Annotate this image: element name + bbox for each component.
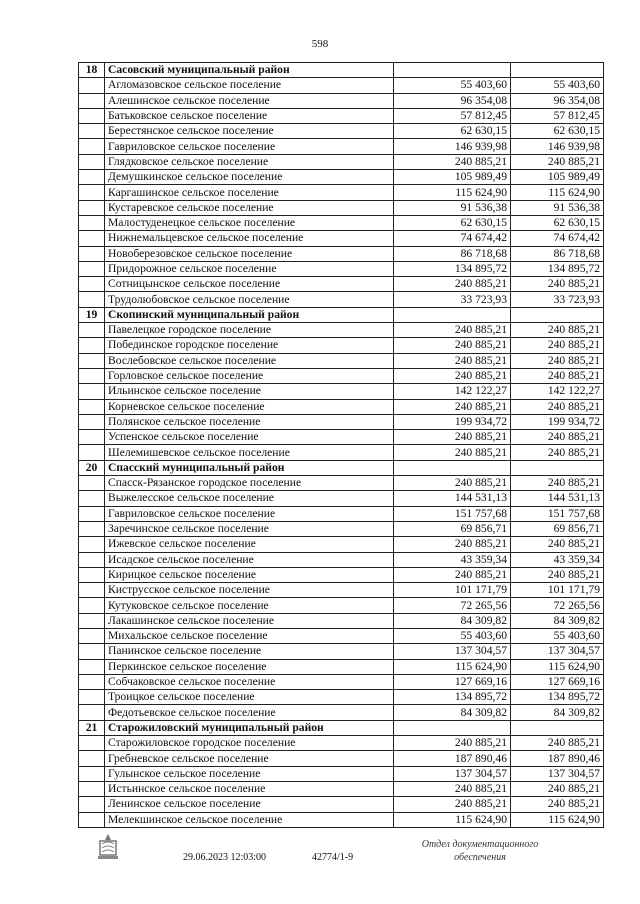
table-row [79,384,604,399]
table-row [79,644,604,659]
amount-cell-2: 137 304,57 [511,766,604,781]
amount-cell-2: 240 885,21 [511,476,604,491]
row-number-cell [79,231,105,246]
row-number-cell [79,598,105,613]
amount-cell: 101 171,79 [394,583,511,598]
settlement-name: Корневское сельское поселение [105,399,394,414]
settlement-name: Троицкое сельское поселение [105,690,394,705]
amount-cell-2: 240 885,21 [511,567,604,582]
amount-cell: 240 885,21 [394,338,511,353]
district-header-row [79,63,604,78]
table-row [79,705,604,720]
table-row [79,766,604,781]
amount-cell-2: 199 934,72 [511,414,604,429]
amount-cell: 240 885,21 [394,476,511,491]
row-number-cell [79,476,105,491]
table-row [79,598,604,613]
settlement-name: Трудолюбовское сельское поселение [105,292,394,307]
empty-cell [394,63,511,78]
amount-cell-2: 62 630,15 [511,124,604,139]
amount-cell: 115 624,90 [394,659,511,674]
settlement-name: Успенское сельское поселение [105,430,394,445]
row-number-cell [79,78,105,93]
row-number-cell [79,368,105,383]
amount-cell: 69 856,71 [394,521,511,536]
amount-cell-2: 74 674,42 [511,231,604,246]
table-row [79,414,604,429]
amount-cell: 91 536,38 [394,200,511,215]
amount-cell-2: 146 939,98 [511,139,604,154]
table-row [79,491,604,506]
amount-cell-2: 240 885,21 [511,797,604,812]
row-number-cell [79,705,105,720]
settlement-name: Старожиловское городское поселение [105,736,394,751]
row-number-cell [79,430,105,445]
settlement-name: Киструсское сельское поселение [105,583,394,598]
amount-cell-2: 105 989,49 [511,170,604,185]
row-number-cell [79,751,105,766]
settlement-name: Собчаковское сельское поселение [105,674,394,689]
settlement-name: Лакашинское сельское поселение [105,613,394,628]
amount-cell-2: 240 885,21 [511,399,604,414]
table-row [79,751,604,766]
table-row [79,124,604,139]
amount-cell-2: 69 856,71 [511,521,604,536]
row-number-cell [79,644,105,659]
district-header-row [79,460,604,475]
amount-cell-2: 55 403,60 [511,628,604,643]
emblem-icon [93,832,123,862]
table-row [79,323,604,338]
row-number-cell [79,185,105,200]
row-number-cell [79,384,105,399]
district-number: 20 [79,460,105,475]
row-number-cell [79,491,105,506]
settlement-name: Глядковское сельское поселение [105,154,394,169]
row-number-cell [79,170,105,185]
table-row [79,583,604,598]
table-row [79,674,604,689]
row-number-cell [79,613,105,628]
page-number: 598 [311,38,329,50]
table-row [79,628,604,643]
settlement-name: Берестянское сельское поселение [105,124,394,139]
row-number-cell [79,628,105,643]
table-row [79,154,604,169]
settlement-name: Гребневское сельское поселение [105,751,394,766]
row-number-cell [79,353,105,368]
amount-cell-2: 240 885,21 [511,781,604,796]
settlement-name: Кутуковское сельское поселение [105,598,394,613]
row-number-cell [79,124,105,139]
empty-cell [511,460,604,475]
amount-cell-2: 151 757,68 [511,506,604,521]
settlement-name: Придорожное сельское поселение [105,261,394,276]
table-row [79,78,604,93]
table-row [79,552,604,567]
settlement-name: Сотницынское сельское поселение [105,277,394,292]
amount-cell: 240 885,21 [394,368,511,383]
row-number-cell [79,93,105,108]
row-number-cell [79,200,105,215]
amount-cell: 137 304,57 [394,644,511,659]
settlement-name: Малостуденецкое сельское поселение [105,215,394,230]
settlement-name: Батьковское сельское поселение [105,108,394,123]
amount-cell-2: 62 630,15 [511,215,604,230]
amount-cell: 62 630,15 [394,124,511,139]
district-number: 21 [79,720,105,735]
amount-cell: 187 890,46 [394,751,511,766]
amount-cell-2: 43 359,34 [511,552,604,567]
row-number-cell [79,797,105,812]
row-number-cell [79,736,105,751]
amount-cell-2: 142 122,27 [511,384,604,399]
amount-cell: 144 531,13 [394,491,511,506]
table-row [79,399,604,414]
table-row [79,170,604,185]
amount-cell: 84 309,82 [394,613,511,628]
table-row [79,246,604,261]
amount-cell: 127 669,16 [394,674,511,689]
amount-cell: 240 885,21 [394,323,511,338]
empty-cell [394,307,511,322]
settlement-name: Михальское сельское поселение [105,628,394,643]
amount-cell: 57 812,45 [394,108,511,123]
table-row [79,537,604,552]
department-stamp [405,838,555,864]
amount-cell-2: 137 304,57 [511,644,604,659]
amount-cell: 240 885,21 [394,736,511,751]
settlement-name: Перкинское сельское поселение [105,659,394,674]
row-number-cell [79,812,105,827]
amount-cell: 142 122,27 [394,384,511,399]
amount-cell-2: 144 531,13 [511,491,604,506]
amount-cell: 137 304,57 [394,766,511,781]
table-row [79,797,604,812]
row-number-cell [79,781,105,796]
settlement-name: Полянское сельское поселение [105,414,394,429]
row-number-cell [79,521,105,536]
amount-cell-2: 72 265,56 [511,598,604,613]
settlement-name: Побединское городское поселение [105,338,394,353]
settlement-name: Спасск-Рязанское городское поселение [105,476,394,491]
amount-cell-2: 240 885,21 [511,353,604,368]
amount-cell-2: 115 624,90 [511,812,604,827]
row-number-cell [79,766,105,781]
table-row [79,108,604,123]
amount-cell-2: 240 885,21 [511,430,604,445]
amount-cell-2: 86 718,68 [511,246,604,261]
empty-cell [511,63,604,78]
amount-cell-2: 101 171,79 [511,583,604,598]
amount-cell: 240 885,21 [394,430,511,445]
amount-cell-2: 187 890,46 [511,751,604,766]
department-line-1: Отдел документационного [421,839,539,850]
amount-cell: 240 885,21 [394,399,511,414]
department-line-2: обеспечения [454,852,506,863]
amount-cell: 115 624,90 [394,185,511,200]
amount-cell: 33 723,93 [394,292,511,307]
settlement-name: Каргашинское сельское поселение [105,185,394,200]
row-number-cell [79,323,105,338]
settlement-name: Выжелесское сельское поселение [105,491,394,506]
table-row [79,353,604,368]
row-number-cell [79,414,105,429]
amount-cell: 240 885,21 [394,537,511,552]
amount-cell-2: 240 885,21 [511,277,604,292]
amount-cell: 72 265,56 [394,598,511,613]
row-number-cell [79,108,105,123]
amount-cell: 151 757,68 [394,506,511,521]
settlement-name: Нижнемальцевское сельское поселение [105,231,394,246]
row-number-cell [79,583,105,598]
amount-cell: 146 939,98 [394,139,511,154]
row-number-cell [79,215,105,230]
amount-cell: 134 895,72 [394,261,511,276]
amount-cell-2: 84 309,82 [511,705,604,720]
row-number-cell [79,552,105,567]
empty-cell [394,720,511,735]
table-row [79,93,604,108]
district-number: 19 [79,307,105,322]
row-number-cell [79,506,105,521]
amount-cell: 115 624,90 [394,812,511,827]
amount-cell-2: 134 895,72 [511,690,604,705]
district-name: Сасовский муниципальный район [105,63,394,78]
district-header-row [79,720,604,735]
amount-cell: 240 885,21 [394,567,511,582]
amount-cell: 240 885,21 [394,797,511,812]
amount-cell-2: 240 885,21 [511,338,604,353]
table-row [79,659,604,674]
settlements-table [78,62,604,828]
row-number-cell [79,246,105,261]
row-number-cell [79,399,105,414]
footer-doc-number: 42774/1-9 [312,852,354,863]
amount-cell-2: 240 885,21 [511,537,604,552]
table-row [79,185,604,200]
amount-cell-2: 240 885,21 [511,368,604,383]
settlement-name: Ижевское сельское поселение [105,537,394,552]
amount-cell-2: 115 624,90 [511,185,604,200]
amount-cell: 199 934,72 [394,414,511,429]
amount-cell: 96 354,08 [394,93,511,108]
table-row [79,736,604,751]
amount-cell-2: 55 403,60 [511,78,604,93]
amount-cell-2: 240 885,21 [511,736,604,751]
amount-cell: 74 674,42 [394,231,511,246]
settlement-name: Вослебовское сельское поселение [105,353,394,368]
amount-cell: 55 403,60 [394,78,511,93]
amount-cell: 240 885,21 [394,353,511,368]
amount-cell-2: 240 885,21 [511,445,604,460]
amount-cell: 240 885,21 [394,445,511,460]
table-row [79,567,604,582]
row-number-cell [79,292,105,307]
row-number-cell [79,338,105,353]
row-number-cell [79,674,105,689]
row-number-cell [79,154,105,169]
settlement-name: Павелецкое городское поселение [105,323,394,338]
settlement-name: Ильинское сельское поселение [105,384,394,399]
amount-cell: 84 309,82 [394,705,511,720]
amount-cell-2: 134 895,72 [511,261,604,276]
settlement-name: Гавриловское сельское поселение [105,139,394,154]
settlement-name: Истьинское сельское поселение [105,781,394,796]
district-number: 18 [79,63,105,78]
amount-cell: 134 895,72 [394,690,511,705]
settlement-name: Кирицкое сельское поселение [105,567,394,582]
row-number-cell [79,261,105,276]
settlement-name: Кустаревское сельское поселение [105,200,394,215]
amount-cell: 62 630,15 [394,215,511,230]
table-row [79,506,604,521]
amount-cell: 86 718,68 [394,246,511,261]
table-row [79,521,604,536]
table-row [79,338,604,353]
district-header-row [79,307,604,322]
table-row [79,292,604,307]
table-row [79,215,604,230]
amount-cell-2: 240 885,21 [511,323,604,338]
settlement-name: Исадское сельское поселение [105,552,394,567]
table-row [79,139,604,154]
row-number-cell [79,567,105,582]
row-number-cell [79,659,105,674]
settlement-name: Федотьевское сельское поселение [105,705,394,720]
amount-cell-2: 57 812,45 [511,108,604,123]
table-row [79,368,604,383]
district-name: Старожиловский муниципальный район [105,720,394,735]
table-row [79,781,604,796]
empty-cell [394,460,511,475]
settlement-name: Заречинское сельское поселение [105,521,394,536]
amount-cell-2: 127 669,16 [511,674,604,689]
amount-cell-2: 240 885,21 [511,154,604,169]
settlement-name: Демушкинское сельское поселение [105,170,394,185]
table-row [79,277,604,292]
settlement-name: Новоберезовское сельское поселение [105,246,394,261]
table-row [79,445,604,460]
settlements-table-body [79,63,604,828]
amount-cell: 55 403,60 [394,628,511,643]
empty-cell [511,720,604,735]
amount-cell-2: 91 536,38 [511,200,604,215]
settlement-name: Панинское сельское поселение [105,644,394,659]
table-row [79,231,604,246]
amount-cell-2: 84 309,82 [511,613,604,628]
table-row [79,430,604,445]
settlement-name: Гавриловское сельское поселение [105,506,394,521]
table-row [79,812,604,827]
district-name: Спасский муниципальный район [105,460,394,475]
settlement-name: Агломазовское сельское поселение [105,78,394,93]
settlement-name: Ленинское сельское поселение [105,797,394,812]
row-number-cell [79,445,105,460]
row-number-cell [79,139,105,154]
amount-cell: 105 989,49 [394,170,511,185]
table-row [79,690,604,705]
amount-cell: 240 885,21 [394,781,511,796]
amount-cell: 240 885,21 [394,277,511,292]
amount-cell: 240 885,21 [394,154,511,169]
settlement-name: Мелекшинское сельское поселение [105,812,394,827]
table-row [79,200,604,215]
table-row [79,261,604,276]
footer-datetime: 29.06.2023 12:03:00 [183,852,267,863]
table-row [79,476,604,491]
row-number-cell [79,537,105,552]
table-row [79,613,604,628]
row-number-cell [79,277,105,292]
district-name: Скопинский муниципальный район [105,307,394,322]
amount-cell-2: 115 624,90 [511,659,604,674]
settlement-name: Горловское сельское поселение [105,368,394,383]
amount-cell-2: 96 354,08 [511,93,604,108]
settlement-name: Гулынское сельское поселение [105,766,394,781]
row-number-cell [79,690,105,705]
settlement-name: Шелемишевское сельское поселение [105,445,394,460]
empty-cell [511,307,604,322]
amount-cell: 43 359,34 [394,552,511,567]
settlement-name: Алешинское сельское поселение [105,93,394,108]
amount-cell-2: 33 723,93 [511,292,604,307]
